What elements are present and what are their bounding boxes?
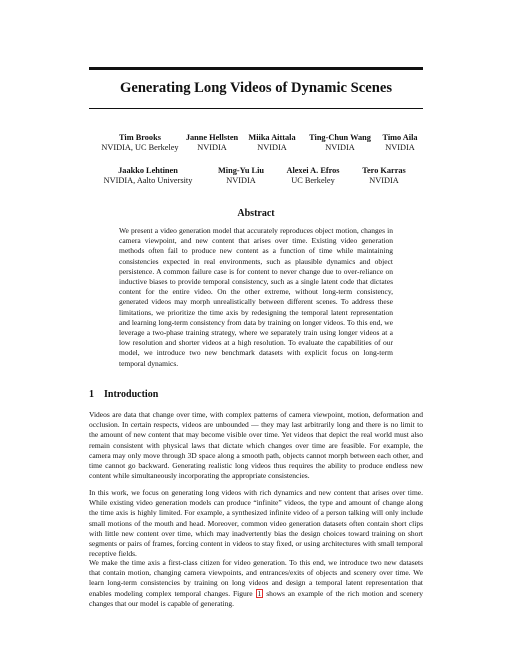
author-name: Alexei A. Efros [286,166,340,175]
section-heading [89,389,423,401]
abstract-text: We present a video generation model that accurately reproduces object motion, changes in camera viewpoint, and new content that arises over time. Existing video generation methods often fail to produce new content as a function of time while maintaining consistencies expected in real environments, such as plausible dynamics and object persistence. A common failure case is for content to never change due to over-reliance on inductive biases to provide temporal consistency, such as a single latent code that dictates content for the entire video. On the other extreme, without long-term consistency, generated videos may morph unrealistically between different scenes. To address these limitations, we prioritize the time axis by redesigning the temporal latent representation and learning long-term consistency from data by training on longer videos. To this end, we leverage a two-phase training strategy, where we separately train using longer videos at a low resolution and shorter videos at a high resolution. To evaluate the capabilities of our model, we introduce two new benchmark datasets with explicit focus on long-term temporal dynamics. [119,226,393,368]
title-top-rule [89,67,423,70]
author-name: Janne Hellsten [185,133,239,142]
intro-paragraph-2: In this work, we focus on generating long videos with rich dynamics and new content that arises over time. While existing video generation models can produce “infinite” videos, the type and amount of change along the time axis is highly limited. For example, a synthesized infinite video of a person talking will only include small motions of the mouth and head. Moreover, common video generation datasets often contain short clips with little new content over time, which may inadvertently bias the design choices toward training on short segments or pairs of frames, forcing content in videos to stay fixed, or using architectures with small temporal receptive fields. [89,488,423,559]
author-name: Timo Aila [382,133,418,142]
author-block [180,133,244,153]
author-block [210,166,272,186]
section-number: 1 [89,389,94,400]
author-affiliation: NVIDIA [257,143,287,152]
author-block [372,133,428,153]
paper-title: Generating Long Videos of Dynamic Scenes [119,80,392,96]
author-affiliation: NVIDIA [385,143,415,152]
author-block [92,133,188,153]
author-name: Tim Brooks [119,133,161,142]
author-block [240,133,304,153]
author-affiliation: UC Berkeley [291,176,335,185]
paragraph-text: shows an example of the rich motion and scenery changes that our model is capable of generating. [89,588,423,608]
section-title: Introduction [104,389,159,400]
author-name: Tero Karras [362,166,406,175]
author-affiliation: NVIDIA [369,176,399,185]
author-affiliation: NVIDIA, Aalto University [103,176,193,185]
abstract-heading: Abstract [237,208,275,219]
author-affiliation: NVIDIA [197,143,227,152]
author-block [300,133,380,153]
intro-paragraph-3 [89,558,423,609]
author-block [280,166,346,186]
intro-paragraph-1: Videos are data that change over time, with complex patterns of camera viewpoint, motion, deformation and occlusion. In certain respects, videos are unbounded — they may last arbitrarily long and there is no limit to the amount of new content that may become visible over time. Yet videos that depict the real world must also remain consistent with physical laws that dictate which changes over time are feasible. For example, the camera may only move through 3D space along a smooth path, objects cannot morph between each other, and time cannot go backward. Generating realistic long videos thus requires the ability to produce endless new content while simultaneously incorporating the appropriate consistencies. [89,410,423,481]
author-affiliation: NVIDIA, UC Berkeley [101,143,179,152]
author-name: Ming-Yu Liu [217,166,265,175]
figure-reference-link[interactable]: 1 [257,588,262,598]
paragraph-text: We make the time axis a first-class citizen for video generation. To this end, we introduce two new datasets that contain motion, changing camera viewpoints, and entrances/exits of objects and scenery over time. We learn long-term consistencies by training on long videos and design a temporal latent representation that enables modeling complex temporal changes. Figure [89,558,423,598]
author-name: Ting-Chun Wang [309,133,371,142]
author-block [356,166,412,186]
title-bottom-rule [89,108,423,109]
author-affiliation: NVIDIA [226,176,256,185]
author-affiliation: NVIDIA [325,143,355,152]
author-block [98,166,198,186]
author-name: Miika Aittala [248,133,296,142]
author-name: Jaakko Lehtinen [118,166,178,175]
